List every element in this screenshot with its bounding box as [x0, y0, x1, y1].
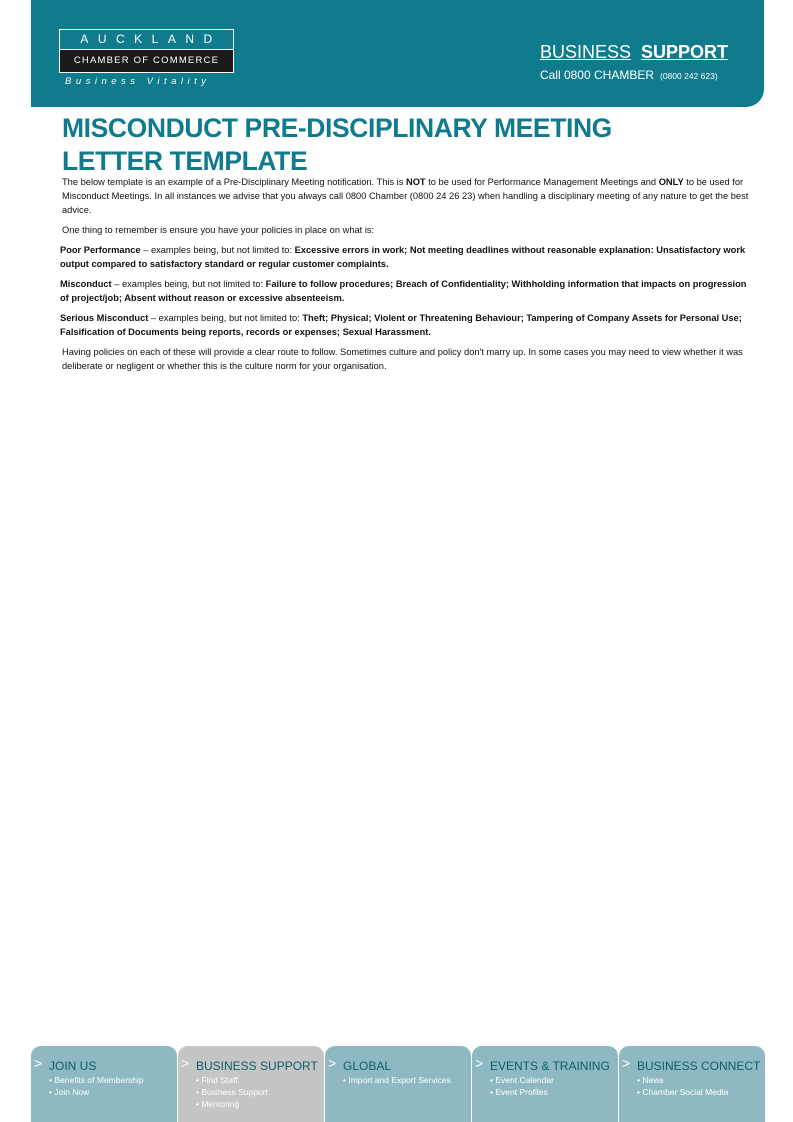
- misconduct-items: Failure to follow procedures; Breach of Confidentiality; Withholding information that impacts on progression of project/job; Absent without reason or excessive absenteeism.: [60, 279, 747, 303]
- footer-link[interactable]: • Mentoring: [196, 1098, 268, 1110]
- footer-tab-global[interactable]: [325, 1046, 471, 1122]
- serious-misconduct-paragraph: [60, 311, 750, 339]
- logo-box: [59, 29, 234, 73]
- footer-link[interactable]: • Join Now: [49, 1086, 144, 1098]
- support-word: SUPPORT: [640, 42, 728, 62]
- logo-line1: AUCKLAND: [80, 32, 222, 46]
- misconduct-mid: – examples being, but not limited to:: [111, 279, 266, 289]
- footer-link[interactable]: • Business Support: [196, 1086, 268, 1098]
- footer-link[interactable]: • Chamber Social Media: [637, 1086, 728, 1098]
- misconduct-paragraph: [60, 277, 750, 305]
- footer-tab-links: [49, 1074, 144, 1098]
- chevron-right-icon: >: [34, 1055, 43, 1071]
- footer-tab-links: [637, 1074, 728, 1098]
- closing-paragraph: Having policies on each of these will provide a clear route to follow. Sometimes culture and policy don't marry up. In some cases you may need to view whether it was deliberate or negligent or whether this is the culture norm for your organisation.: [62, 347, 743, 371]
- body-content: [60, 175, 750, 379]
- footer-tab-title: GLOBAL: [343, 1059, 392, 1073]
- intro-text-3: to be used for Misconduct Meetings. In all instances we advise that you always call 0800 Chamber (0800 24 26 23) when handling a disciplinary meeting of any nature to get the best advice.: [62, 177, 749, 215]
- footer-link[interactable]: • Benefits of Membership: [49, 1074, 144, 1086]
- logo-line2: CHAMBER OF COMMERCE: [60, 49, 233, 72]
- intro-text-2: to be used for Performance Management Meetings and: [425, 177, 659, 187]
- poor-performance-items: Excessive errors in work; Not meeting deadlines without reasonable explanation: Unsatisfactory work output compared to satisfactory standard or regular customer complaints.: [60, 245, 746, 269]
- poor-performance-paragraph: [60, 243, 750, 271]
- footer-tab-title: EVENTS & TRAINING: [490, 1059, 610, 1073]
- footer-link[interactable]: • News: [637, 1074, 728, 1086]
- footer-link[interactable]: • Import and Export Services: [343, 1074, 451, 1086]
- poor-performance-label: Poor Performance: [60, 245, 141, 255]
- footer-link[interactable]: • Event Profiles: [490, 1086, 554, 1098]
- chevron-right-icon: >: [328, 1055, 337, 1071]
- chamber-logo[interactable]: [59, 29, 235, 87]
- call-line: [540, 68, 728, 82]
- chevron-right-icon: >: [181, 1055, 190, 1071]
- logo-tagline: Business Vitality: [65, 76, 211, 87]
- header-banner: [31, 0, 764, 107]
- business-support-block: [540, 42, 728, 82]
- footer-tab-links: [490, 1074, 554, 1098]
- intro-text-1: The below template is an example of a Pre-Disciplinary Meeting notification. This is: [62, 177, 406, 187]
- misconduct-label: Misconduct: [60, 279, 112, 289]
- footer-tab-events-training[interactable]: [472, 1046, 618, 1122]
- business-word: BUSINESS: [539, 42, 631, 62]
- serious-misconduct-items: Theft; Physical; Violent or Threatening Behaviour; Tampering of Company Assets for Personal Use; Falsification of Documents being reports, records or expenses; Sexual Harassment.: [60, 313, 742, 337]
- footer-nav: [31, 1046, 764, 1122]
- chevron-right-icon: >: [622, 1055, 631, 1071]
- page-title: [62, 112, 612, 178]
- intro-not: NOT: [405, 177, 426, 187]
- title-line2: LETTER TEMPLATE: [62, 146, 308, 176]
- footer-tab-links: [343, 1074, 451, 1086]
- footer-tab-title: BUSINESS CONNECT: [637, 1059, 761, 1073]
- intro-only: ONLY: [658, 177, 684, 187]
- remember-paragraph: One thing to remember is ensure you have your policies in place on what is:: [62, 225, 375, 235]
- footer-tab-join-us[interactable]: [31, 1046, 177, 1122]
- title-line1: MISCONDUCT PRE-DISCIPLINARY MEETING: [62, 113, 612, 143]
- serious-misconduct-mid: – examples being, but not limited to:: [148, 313, 303, 323]
- footer-link[interactable]: • Find Staff: [196, 1074, 268, 1086]
- intro-paragraph: [60, 175, 750, 217]
- poor-performance-mid: – examples being, but not limited to:: [140, 245, 295, 255]
- footer-tab-business-connect[interactable]: [619, 1046, 765, 1122]
- call-number: (0800 242 623): [660, 71, 718, 81]
- footer-tab-title: BUSINESS SUPPORT: [196, 1059, 318, 1073]
- call-text: Call 0800 CHAMBER: [539, 68, 654, 82]
- footer-link[interactable]: • Event Calendar: [490, 1074, 554, 1086]
- footer-tab-title: JOIN US: [49, 1059, 97, 1073]
- footer-tab-business-support[interactable]: [178, 1046, 324, 1122]
- business-support-title[interactable]: [540, 42, 728, 63]
- serious-misconduct-label: Serious Misconduct: [60, 313, 149, 323]
- footer-tab-links: [196, 1074, 268, 1110]
- chevron-right-icon: >: [475, 1055, 484, 1071]
